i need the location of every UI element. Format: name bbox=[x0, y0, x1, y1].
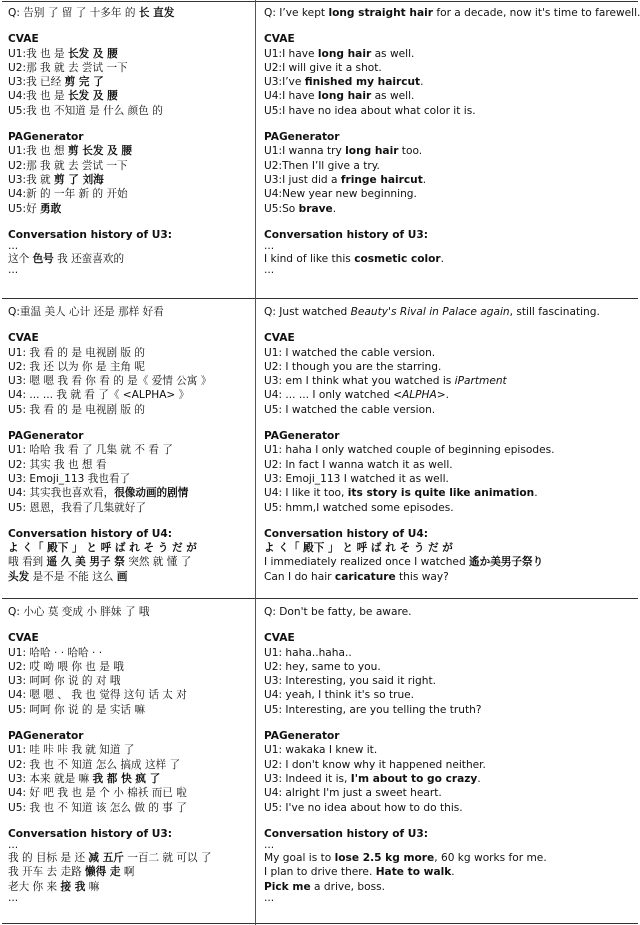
utterance-line bbox=[8, 443, 211, 457]
section-title: CVAE bbox=[264, 632, 295, 645]
utterance-line bbox=[264, 360, 600, 374]
section-title: PAGenerator bbox=[8, 730, 84, 743]
utterance-line bbox=[264, 703, 547, 717]
utterance-line bbox=[8, 187, 174, 201]
utterance-line bbox=[8, 865, 212, 879]
bold-text: long hair bbox=[345, 145, 399, 158]
utterance-line bbox=[8, 646, 212, 660]
utterance-line bbox=[8, 374, 211, 388]
utterance-line bbox=[264, 570, 600, 584]
text-segment: U3: 呵呵 你 说 的 对 哦 bbox=[8, 675, 121, 688]
text-segment: ... bbox=[264, 264, 275, 277]
section-gap bbox=[264, 815, 547, 827]
utterance-line bbox=[264, 104, 640, 118]
utterance-line bbox=[8, 159, 174, 173]
text-segment: . bbox=[420, 76, 424, 89]
utterance-line bbox=[8, 660, 212, 674]
text-segment: U5:So bbox=[264, 202, 299, 215]
text-segment: for a decade, now it's time to farewell. bbox=[432, 7, 640, 19]
text-segment: 啊 bbox=[120, 866, 135, 879]
section-title: Conversation history of U3: bbox=[264, 827, 428, 840]
bold-text: 头发 bbox=[8, 570, 30, 583]
bold-text: 画 bbox=[116, 570, 128, 583]
text-segment: U5:我 也 不知道 是 什么 颜色 的 bbox=[8, 104, 163, 117]
section-title: CVAE bbox=[8, 632, 39, 645]
text-segment: 我 开车 去 走路 bbox=[8, 866, 86, 879]
table-rule-row-2 bbox=[2, 598, 638, 599]
utterance-line bbox=[8, 758, 212, 772]
utterance-line bbox=[8, 555, 211, 569]
utterance-line bbox=[264, 743, 547, 757]
text-segment: I kind of like this bbox=[264, 253, 355, 266]
bold-text: 长发 及 腰 bbox=[67, 90, 118, 103]
text-segment: U4: 好 吧 我 也 是 个 小 棉袄 而已 啦 bbox=[8, 787, 187, 800]
text-segment: My goal is to bbox=[264, 852, 335, 865]
utterance-line bbox=[8, 501, 211, 515]
text-segment: 是不是 不能 这么 bbox=[29, 570, 117, 583]
section-gap bbox=[264, 319, 600, 331]
utterance-line bbox=[8, 674, 212, 688]
text-segment: U3: Indeed it is, bbox=[264, 772, 351, 785]
text-segment: U5: I watched the cable version. bbox=[264, 403, 436, 416]
section-title: Conversation history of U3: bbox=[8, 827, 172, 840]
text-segment: as well. bbox=[371, 90, 415, 103]
query-line bbox=[8, 305, 211, 319]
cell-row2-english bbox=[264, 305, 600, 584]
bold-text: its story is quite like animation bbox=[347, 487, 535, 500]
cell-row1-chinese bbox=[8, 6, 174, 276]
text-segment: ... bbox=[264, 839, 275, 852]
italic-text: <ALPHA> bbox=[393, 389, 446, 402]
utterance-line bbox=[264, 159, 640, 173]
text-segment: ... bbox=[8, 264, 19, 277]
bold-text: 遙か美男子祭り bbox=[469, 556, 544, 569]
text-segment: U2: 我 还 以为 你 是 主角 呢 bbox=[8, 360, 145, 373]
query-line bbox=[264, 605, 547, 619]
utterance-line bbox=[264, 772, 547, 786]
text-segment: U2: In fact I wanna watch it as well. bbox=[264, 458, 453, 471]
text-segment: U4: ... ... I only watched bbox=[264, 389, 394, 402]
text-segment: Q: Don't be fatty, be aware. bbox=[264, 606, 412, 618]
utterance-line bbox=[8, 851, 212, 865]
text-segment: U5: 呵呵 你 说 的 是 实话 嘛 bbox=[8, 703, 145, 716]
bold-text: 剪 了 刘海 bbox=[54, 173, 104, 186]
utterance-line bbox=[8, 242, 174, 252]
cell-row2-chinese bbox=[8, 305, 211, 584]
utterance-line bbox=[264, 472, 600, 486]
text-segment: , 60 kg works for me. bbox=[434, 852, 547, 865]
bold-text: 长发 及 腰 bbox=[67, 47, 118, 60]
text-segment: ... bbox=[8, 839, 19, 852]
utterance-line bbox=[8, 472, 211, 486]
text-segment: U3: Interesting, you said it right. bbox=[264, 675, 436, 688]
cell-row3-english bbox=[264, 605, 547, 904]
text-segment: U4:新 的 一年 新 的 开始 bbox=[8, 188, 128, 201]
text-segment: ... bbox=[264, 240, 275, 253]
utterance-line bbox=[264, 841, 547, 851]
text-segment: . bbox=[422, 173, 427, 186]
section-title: CVAE bbox=[8, 33, 39, 46]
bold-text: 剪 完 了 bbox=[64, 76, 104, 89]
text-segment: U3:I’ve bbox=[264, 76, 305, 89]
utterance-line bbox=[264, 388, 600, 402]
text-segment: U2: 我 也 不 知道 怎么 搞成 这样 了 bbox=[8, 758, 181, 771]
utterance-line bbox=[8, 486, 211, 500]
section-title: PAGenerator bbox=[264, 730, 340, 743]
text-segment: U2:I will give it a shot. bbox=[264, 61, 382, 74]
text-segment: Q: 小心 莫 变成 小 胖妹 了 哦 bbox=[8, 606, 150, 618]
utterance-line bbox=[264, 47, 640, 61]
utterance-line bbox=[8, 252, 174, 266]
utterance-line bbox=[264, 555, 600, 569]
table-rule-bottom bbox=[2, 923, 638, 924]
section-gap bbox=[264, 20, 640, 32]
utterance-line bbox=[8, 458, 211, 472]
text-segment: U5: hmm,I watched some episodes. bbox=[264, 501, 454, 514]
text-segment: U1: 哇 咔 咔 我 就 知道 了 bbox=[8, 744, 135, 757]
section-title: CVAE bbox=[264, 33, 295, 46]
utterance-line bbox=[8, 104, 174, 118]
text-segment: U3: Emoji_113 I watched it as well. bbox=[264, 472, 449, 485]
text-segment: Q:重温 美人 心计 还是 那样 好看 bbox=[8, 306, 164, 318]
text-segment: . bbox=[332, 202, 337, 215]
text-segment: U3:我 已经 bbox=[8, 76, 65, 89]
section-gap bbox=[264, 619, 547, 631]
utterance-line bbox=[8, 61, 174, 75]
text-segment: U2:Then I’ll give a try. bbox=[264, 159, 380, 172]
italic-text: iPartment bbox=[454, 375, 507, 388]
utterance-line bbox=[8, 47, 174, 61]
text-segment: too. bbox=[398, 145, 423, 158]
bold-text: 很像动画的剧情 bbox=[114, 487, 189, 500]
text-segment: , still fascinating. bbox=[509, 306, 600, 318]
text-segment: U3: Emoji_113 我也看了 bbox=[8, 472, 131, 485]
utterance-line bbox=[8, 202, 174, 216]
utterance-line bbox=[264, 865, 547, 879]
bold-text: caricature bbox=[334, 570, 396, 583]
utterance-line bbox=[8, 772, 212, 786]
bold-text: cosmetic color bbox=[354, 253, 441, 266]
bold-text: 长 直发 bbox=[138, 7, 175, 19]
section-title: CVAE bbox=[8, 332, 39, 345]
text-segment: U1: haha..haha.. bbox=[264, 646, 352, 659]
text-segment: U1: 我 看 的 是 电视剧 版 的 bbox=[8, 346, 145, 359]
section-gap bbox=[264, 118, 640, 130]
section-gap bbox=[264, 417, 600, 429]
text-segment: U5:好 bbox=[8, 202, 41, 215]
text-segment: ... bbox=[264, 892, 275, 905]
utterance-line bbox=[264, 242, 640, 252]
text-segment: U5: 恩恩，我看了几集就好了 bbox=[8, 501, 146, 514]
utterance-line bbox=[8, 541, 211, 555]
utterance-line bbox=[264, 786, 547, 800]
text-segment: U3: 嗯 嗯 我 看 你 看 的 是《 爱情 公寓 》 bbox=[8, 375, 212, 388]
text-segment: 嘛 bbox=[85, 880, 100, 893]
text-segment: U3: 本来 就是 嘛 bbox=[8, 772, 93, 785]
text-segment: U1: I watched the cable version. bbox=[264, 346, 436, 359]
bold-text: lose 2.5 kg more bbox=[334, 852, 435, 865]
utterance-line bbox=[8, 743, 212, 757]
text-segment: U4: ... ... 我 就 看 了《 <ALPHA> 》 bbox=[8, 389, 190, 402]
utterance-line bbox=[264, 187, 640, 201]
utterance-line bbox=[264, 458, 600, 472]
text-segment: U1:I have bbox=[264, 47, 318, 60]
text-segment: Can I do hair bbox=[264, 570, 335, 583]
section-title: PAGenerator bbox=[264, 131, 340, 144]
utterance-line bbox=[8, 173, 174, 187]
query-line bbox=[8, 6, 174, 20]
utterance-line bbox=[8, 703, 212, 717]
query-line bbox=[264, 305, 600, 319]
bold-text: 我 都 快 疯 了 bbox=[92, 772, 161, 785]
bold-text: long hair bbox=[317, 47, 372, 60]
utterance-line bbox=[264, 880, 547, 894]
text-segment: U5: 我 也 不 知道 该 怎么 做 的 事 了 bbox=[8, 801, 187, 814]
bold-text: よ く「 殿下 」 と 呼 ば れ そ う だ が bbox=[8, 542, 197, 555]
bold-text: long hair bbox=[317, 90, 372, 103]
section-gap bbox=[8, 417, 211, 429]
utterance-line bbox=[8, 403, 211, 417]
bold-text: 懒得 走 bbox=[85, 866, 121, 879]
text-segment: ... bbox=[8, 240, 19, 253]
text-segment: U2: I though you are the starring. bbox=[264, 360, 442, 373]
utterance-line bbox=[8, 880, 212, 894]
section-title: Conversation history of U4: bbox=[264, 527, 428, 540]
text-segment: U2:那 我 就 去 尝试 一下 bbox=[8, 159, 128, 172]
utterance-line bbox=[264, 801, 547, 815]
utterance-line bbox=[264, 61, 640, 75]
utterance-line bbox=[264, 894, 547, 904]
text-segment: 哦 看到 bbox=[8, 556, 47, 569]
text-segment: U3:I just did a bbox=[264, 173, 341, 186]
utterance-line bbox=[264, 346, 600, 360]
section-title: CVAE bbox=[264, 332, 295, 345]
utterance-line bbox=[264, 403, 600, 417]
utterance-line bbox=[264, 674, 547, 688]
text-segment: 一百二 就 可以 了 bbox=[123, 852, 212, 865]
text-segment: . bbox=[534, 487, 538, 500]
text-segment: I plan to drive there. bbox=[264, 866, 376, 879]
text-segment: U1:我 也 是 bbox=[8, 47, 68, 60]
utterance-line bbox=[8, 688, 212, 702]
text-segment: U2: hey, same to you. bbox=[264, 660, 381, 673]
table-column-divider bbox=[255, 0, 256, 925]
section-title: PAGenerator bbox=[264, 430, 340, 443]
section-gap bbox=[8, 118, 174, 130]
bold-text: 剪 长发 及 腰 bbox=[67, 145, 132, 158]
text-segment: U3: em I think what you watched is bbox=[264, 375, 455, 388]
cell-row3-chinese bbox=[8, 605, 212, 904]
text-segment: U1:我 也 想 bbox=[8, 145, 68, 158]
text-segment: U4: yeah, I think it's so true. bbox=[264, 689, 415, 702]
bold-text: fringe haircut bbox=[340, 173, 423, 186]
utterance-line bbox=[8, 89, 174, 103]
bold-text: 遥 久 美 男子 祭 bbox=[46, 556, 125, 569]
utterance-line bbox=[264, 89, 640, 103]
utterance-line bbox=[264, 266, 640, 276]
bold-text: Pick me bbox=[264, 880, 311, 893]
bold-text: 色号 bbox=[32, 253, 54, 266]
utterance-line bbox=[264, 486, 600, 500]
text-segment: U5:I have no idea about what color it is. bbox=[264, 104, 476, 117]
text-segment: U4:New year new beginning. bbox=[264, 188, 417, 201]
section-title: Conversation history of U4: bbox=[8, 527, 172, 540]
text-segment: a drive, boss. bbox=[310, 880, 386, 893]
bold-text: brave bbox=[298, 202, 333, 215]
section-gap bbox=[8, 815, 212, 827]
text-segment: Q: I’ve kept bbox=[264, 7, 329, 19]
section-gap bbox=[264, 216, 640, 228]
text-segment: 突然 就 懂 了 bbox=[124, 556, 192, 569]
text-segment: I immediately realized once I watched bbox=[264, 556, 470, 569]
text-segment: . bbox=[477, 772, 481, 785]
text-segment: U2: I don't know why it happened neither. bbox=[264, 758, 486, 771]
section-title: Conversation history of U3: bbox=[264, 228, 428, 241]
utterance-line bbox=[8, 801, 212, 815]
section-gap bbox=[8, 319, 211, 331]
section-title: PAGenerator bbox=[8, 430, 84, 443]
section-gap bbox=[8, 717, 212, 729]
text-segment: ... bbox=[8, 892, 19, 905]
bold-text: finished my haircut bbox=[304, 76, 421, 89]
table-rule-row-1 bbox=[2, 298, 638, 299]
text-segment: U1: wakaka I knew it. bbox=[264, 744, 378, 757]
bold-text: よ く「 殿下 」 と 呼 ば れ そ う だ が bbox=[264, 542, 453, 555]
utterance-line bbox=[8, 786, 212, 800]
text-segment: U1: 哈哈 我 看 了 几集 就 不 看 了 bbox=[8, 444, 173, 457]
utterance-line bbox=[264, 202, 640, 216]
text-segment: U1: 哈哈 · · 哈哈 · · bbox=[8, 646, 103, 659]
text-segment: U3:我 就 bbox=[8, 173, 54, 186]
utterance-line bbox=[264, 374, 600, 388]
text-segment: this way? bbox=[395, 570, 449, 583]
utterance-line bbox=[264, 541, 600, 555]
text-segment: . bbox=[451, 866, 455, 879]
text-segment: U5: 我 看 的 是 电视剧 版 的 bbox=[8, 403, 145, 416]
utterance-line bbox=[8, 75, 174, 89]
section-gap bbox=[8, 515, 211, 527]
utterance-line bbox=[264, 660, 547, 674]
utterance-line bbox=[264, 646, 547, 660]
text-segment: . bbox=[440, 253, 445, 266]
text-segment: U5: I've no idea about how to do this. bbox=[264, 801, 463, 814]
bold-text: long straight hair bbox=[328, 7, 433, 19]
text-segment: U1: haha I only watched couple of beginning episodes. bbox=[264, 444, 555, 457]
utterance-line bbox=[264, 758, 547, 772]
section-gap bbox=[264, 515, 600, 527]
utterance-line bbox=[8, 144, 174, 158]
utterance-line bbox=[264, 75, 640, 89]
utterance-line bbox=[8, 894, 212, 904]
utterance-line bbox=[8, 360, 211, 374]
bold-text: 减 五斤 bbox=[88, 852, 124, 865]
utterance-line bbox=[264, 851, 547, 865]
section-gap bbox=[8, 216, 174, 228]
text-segment: U2: 其实 我 也 想 看 bbox=[8, 458, 107, 471]
text-segment: U4: 其实我也喜欢看， bbox=[8, 487, 115, 500]
section-title: PAGenerator bbox=[8, 131, 84, 144]
bold-text: I'm about to go crazy bbox=[350, 772, 478, 785]
utterance-line bbox=[8, 841, 212, 851]
text-segment: U4: 嗯 嗯 、 我 也 觉得 这句 话 太 对 bbox=[8, 689, 187, 702]
query-line bbox=[8, 605, 212, 619]
utterance-line bbox=[264, 144, 640, 158]
query-line bbox=[264, 6, 640, 20]
utterance-line bbox=[264, 173, 640, 187]
cell-row1-english bbox=[264, 6, 640, 276]
utterance-line bbox=[8, 570, 211, 584]
utterance-line bbox=[8, 266, 174, 276]
text-segment: U2: 哎 呦 喂 你 也 是 哦 bbox=[8, 660, 124, 673]
bold-text: 接 我 bbox=[60, 880, 86, 893]
text-segment: U4: I like it too, bbox=[264, 487, 348, 500]
utterance-line bbox=[264, 443, 600, 457]
text-segment: 这个 bbox=[8, 253, 33, 266]
text-segment: . bbox=[445, 389, 449, 402]
text-segment: U2:那 我 就 去 尝试 一下 bbox=[8, 61, 128, 74]
utterance-line bbox=[264, 252, 640, 266]
text-segment: 我 还蛮喜欢的 bbox=[53, 253, 125, 266]
utterance-line bbox=[8, 388, 211, 402]
text-segment: U4:我 也 是 bbox=[8, 90, 68, 103]
utterance-line bbox=[264, 501, 600, 515]
text-segment: Q: Just watched bbox=[264, 306, 351, 318]
text-segment: Q: 告别 了 留 了 十多年 的 bbox=[8, 7, 139, 19]
section-gap bbox=[8, 20, 174, 32]
section-title: Conversation history of U3: bbox=[8, 228, 172, 241]
utterance-line bbox=[264, 688, 547, 702]
text-segment: 老大 你 来 bbox=[8, 880, 61, 893]
bold-text: Hate to walk bbox=[375, 866, 452, 879]
text-segment: U4: alright I'm just a sweet heart. bbox=[264, 787, 442, 800]
text-segment: U1:I wanna try bbox=[264, 145, 346, 158]
text-segment: U5: Interesting, are you telling the truth? bbox=[264, 703, 482, 716]
utterance-line bbox=[8, 346, 211, 360]
italic-text: Beauty's Rival in Palace again bbox=[350, 306, 510, 318]
text-segment: 我 的 目标 是 还 bbox=[8, 852, 89, 865]
text-segment: U4:I have bbox=[264, 90, 318, 103]
section-gap bbox=[8, 619, 212, 631]
bold-text: 勇敢 bbox=[40, 202, 62, 215]
table-rule-top bbox=[2, 1, 638, 2]
text-segment: as well. bbox=[371, 47, 415, 60]
section-gap bbox=[264, 717, 547, 729]
